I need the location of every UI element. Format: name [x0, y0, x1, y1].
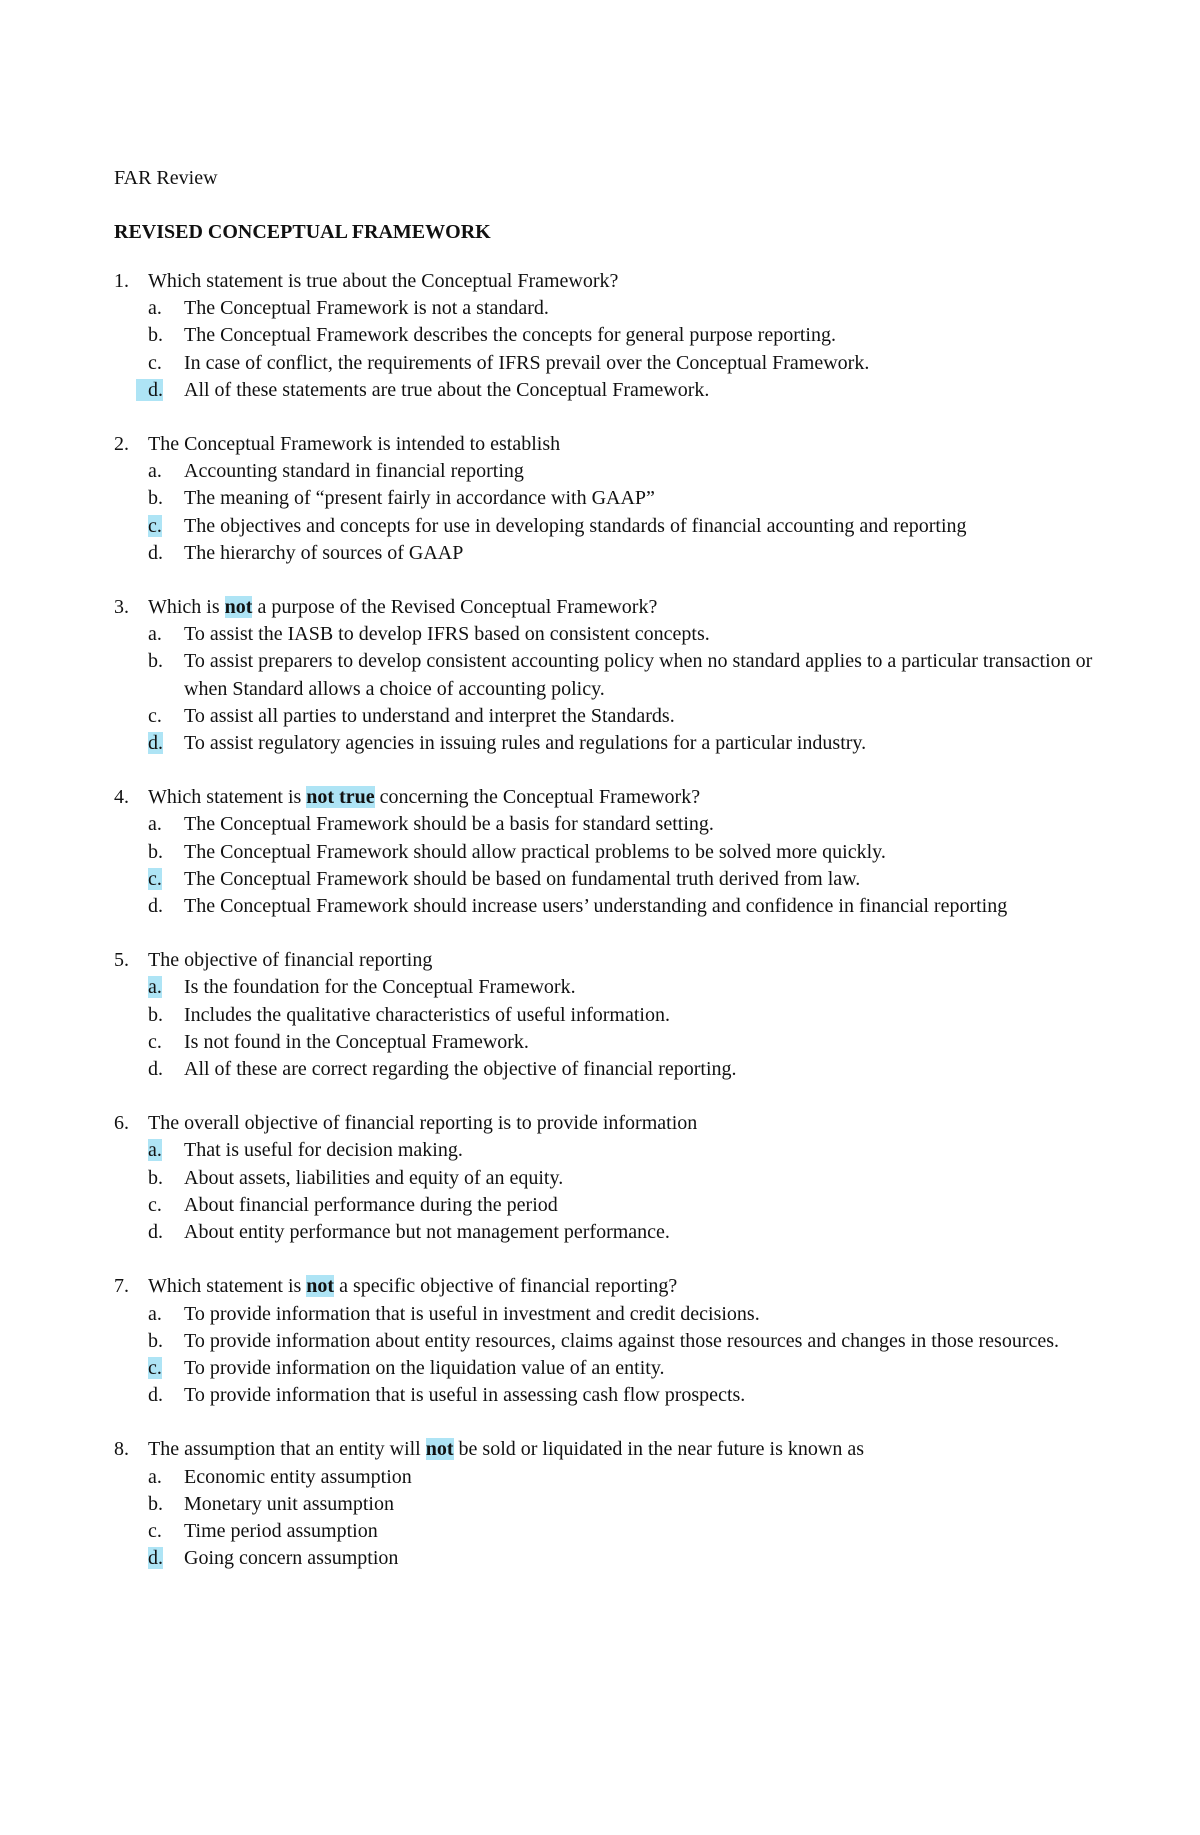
option-text: The Conceptual Framework should increase users’ understanding and confidence in financial reporting	[184, 895, 1008, 918]
question-number: 8.	[114, 1438, 129, 1461]
option-letter: d.	[148, 1221, 163, 1244]
option-letter: c.	[148, 1519, 162, 1542]
option-letter: a.	[148, 297, 162, 320]
stem-part: concerning the Conceptual Framework?	[374, 786, 701, 809]
option-letter: b.	[148, 1329, 163, 1352]
option-letter: b.	[148, 1166, 163, 1189]
question-number: 2.	[114, 433, 129, 456]
option-letter: c.	[148, 351, 162, 374]
question-stem: The Conceptual Framework is intended to establish	[148, 433, 561, 456]
option-text: To assist regulatory agencies in issuing rules and regulations for a particular industry.	[184, 732, 867, 755]
option-b	[114, 1165, 1100, 1192]
option-letter: d.	[148, 895, 163, 918]
option-d	[114, 540, 1100, 567]
option-a-answer	[114, 974, 1100, 1001]
option-letter: b.	[148, 487, 163, 510]
question-number: 4.	[114, 786, 129, 809]
question-4	[114, 784, 1100, 920]
answer-highlight: d.	[148, 732, 163, 755]
option-c-answer	[114, 513, 1100, 540]
option-letter: a.	[148, 1465, 162, 1488]
option-text: Is the foundation for the Conceptual Framework.	[184, 976, 576, 999]
option-letter: b.	[148, 1003, 163, 1026]
option-text: The Conceptual Framework should be a basis for standard setting.	[184, 813, 714, 836]
question-stem: The objective of financial reporting	[148, 949, 433, 972]
document-header: FAR Review	[114, 167, 218, 189]
option-b	[114, 1328, 1100, 1355]
option-text: Includes the qualitative characteristics of useful information.	[184, 1003, 670, 1026]
emphasis-highlight: not true	[306, 786, 375, 809]
answer-highlight: d.	[136, 379, 163, 401]
option-d	[114, 1056, 1100, 1083]
question-stem: Which statement is true about the Conceptual Framework?	[148, 270, 619, 292]
question-stem: The overall objective of financial reporting is to provide information	[148, 1112, 698, 1135]
option-letter: a.	[148, 1302, 162, 1325]
option-a	[114, 458, 1100, 485]
stem-part: a specific objective of financial reporting?	[334, 1275, 678, 1298]
question-7	[114, 1273, 1100, 1409]
option-text: To provide information on the liquidation value of an entity.	[184, 1356, 665, 1379]
option-a	[114, 621, 1100, 648]
option-letter: b.	[148, 650, 163, 673]
emphasis-highlight: not	[224, 596, 253, 619]
question-number: 3.	[114, 596, 129, 619]
answer-highlight: a.	[148, 1139, 162, 1162]
option-a	[114, 811, 1100, 838]
option-c	[114, 703, 1100, 730]
question-stem	[148, 784, 1100, 811]
question-1	[114, 268, 1100, 404]
option-text: About entity performance but not management performance.	[184, 1221, 670, 1244]
option-a	[114, 1464, 1100, 1491]
option-letter: d.	[148, 1058, 163, 1081]
option-text: The Conceptual Framework should be based on fundamental truth derived from law.	[184, 867, 861, 890]
option-letter: c.	[148, 704, 162, 727]
option-letter: d.	[148, 1384, 163, 1407]
document-title: REVISED CONCEPTUAL FRAMEWORK	[114, 221, 491, 243]
option-c	[114, 350, 1100, 377]
option-c-answer	[114, 866, 1100, 893]
option-text: In case of conflict, the requirements of IFRS prevail over the Conceptual Framework.	[184, 351, 870, 374]
question-number: 1.	[114, 270, 129, 292]
stem-part: a purpose of the Revised Conceptual Framework?	[252, 596, 658, 619]
option-text: All of these statements are true about the Conceptual Framework.	[184, 378, 710, 401]
question-number: 6.	[114, 1112, 129, 1135]
option-d	[114, 1219, 1100, 1246]
stem-part: Which statement is	[148, 786, 307, 809]
answer-highlight: c.	[148, 514, 162, 537]
question-8	[114, 1436, 1100, 1572]
question-6	[114, 1110, 1100, 1246]
answer-highlight: a.	[148, 976, 162, 999]
option-d-answer	[114, 377, 1100, 404]
option-text: Economic entity assumption	[184, 1465, 412, 1488]
stem-part: be sold or liquidated in the near future is known as	[453, 1438, 864, 1461]
option-a	[114, 295, 1100, 322]
option-d	[114, 1382, 1100, 1409]
option-text: That is useful for decision making.	[184, 1139, 463, 1162]
option-a	[114, 1301, 1100, 1328]
question-number: 5.	[114, 949, 129, 972]
option-text: About assets, liabilities and equity of an equity.	[184, 1166, 564, 1189]
option-text: About financial performance during the period	[184, 1193, 558, 1216]
option-b	[114, 648, 1100, 702]
question-number: 7.	[114, 1275, 129, 1298]
option-letter: b.	[148, 1492, 163, 1515]
option-d-answer	[114, 730, 1100, 757]
option-text: To provide information that is useful in investment and credit decisions.	[184, 1302, 760, 1325]
option-text: Monetary unit assumption	[184, 1492, 394, 1515]
answer-highlight: c.	[148, 1356, 162, 1379]
stem-part: Which statement is	[148, 1275, 307, 1298]
option-letter: c.	[148, 1193, 162, 1216]
option-b	[114, 322, 1100, 349]
option-b	[114, 1491, 1100, 1518]
question-5	[114, 947, 1100, 1083]
option-b	[114, 1002, 1100, 1029]
option-c	[114, 1192, 1100, 1219]
option-text: The objectives and concepts for use in developing standards of financial accounting and reporting	[184, 514, 967, 537]
emphasis-highlight: not	[425, 1438, 454, 1461]
option-text: Is not found in the Conceptual Framework.	[184, 1030, 529, 1053]
option-text: Going concern assumption	[184, 1547, 399, 1570]
option-d-answer	[114, 1545, 1100, 1572]
answer-highlight: c.	[148, 867, 162, 890]
question-2	[114, 431, 1100, 567]
option-letter: c.	[148, 1030, 162, 1053]
question-3	[114, 594, 1100, 757]
option-text: To assist the IASB to develop IFRS based on consistent concepts.	[184, 623, 710, 646]
option-text: The meaning of “present fairly in accordance with GAAP”	[184, 487, 655, 510]
option-b	[114, 485, 1100, 512]
option-text: Accounting standard in financial reporting	[184, 460, 524, 483]
option-b	[114, 839, 1100, 866]
emphasis-highlight: not	[306, 1275, 335, 1298]
option-text: The Conceptual Framework is not a standard.	[184, 297, 549, 320]
option-text: The Conceptual Framework describes the concepts for general purpose reporting.	[184, 324, 836, 347]
question-stem	[148, 1273, 1100, 1300]
option-text: To assist preparers to develop consistent accounting policy when no standard applies to a particular transaction or when Standard allows a choice of accounting policy.	[184, 650, 1093, 700]
question-stem	[148, 594, 1100, 621]
option-letter: d.	[148, 541, 163, 564]
option-c-answer	[114, 1355, 1100, 1382]
option-a-answer	[114, 1137, 1100, 1164]
option-text: Time period assumption	[184, 1519, 378, 1542]
option-letter: a.	[148, 460, 162, 483]
option-text: The Conceptual Framework should allow practical problems to be solved more quickly.	[184, 840, 886, 863]
option-c	[114, 1518, 1100, 1545]
option-text: To provide information about entity resources, claims against those resources and changes in those resources.	[184, 1329, 1060, 1352]
option-letter: a.	[148, 623, 162, 646]
answer-highlight: d.	[148, 1547, 163, 1570]
option-text: To assist all parties to understand and interpret the Standards.	[184, 704, 675, 727]
option-letter: b.	[148, 840, 163, 863]
option-d	[114, 893, 1100, 920]
option-letter: a.	[148, 813, 162, 836]
option-text: All of these are correct regarding the objective of financial reporting.	[184, 1058, 737, 1081]
question-stem	[148, 1436, 1100, 1463]
option-text: To provide information that is useful in assessing cash flow prospects.	[184, 1384, 746, 1407]
stem-part: Which is	[148, 596, 225, 619]
option-c	[114, 1029, 1100, 1056]
stem-part: The assumption that an entity will	[148, 1438, 426, 1461]
option-letter: b.	[148, 324, 163, 347]
option-text: The hierarchy of sources of GAAP	[184, 541, 464, 564]
